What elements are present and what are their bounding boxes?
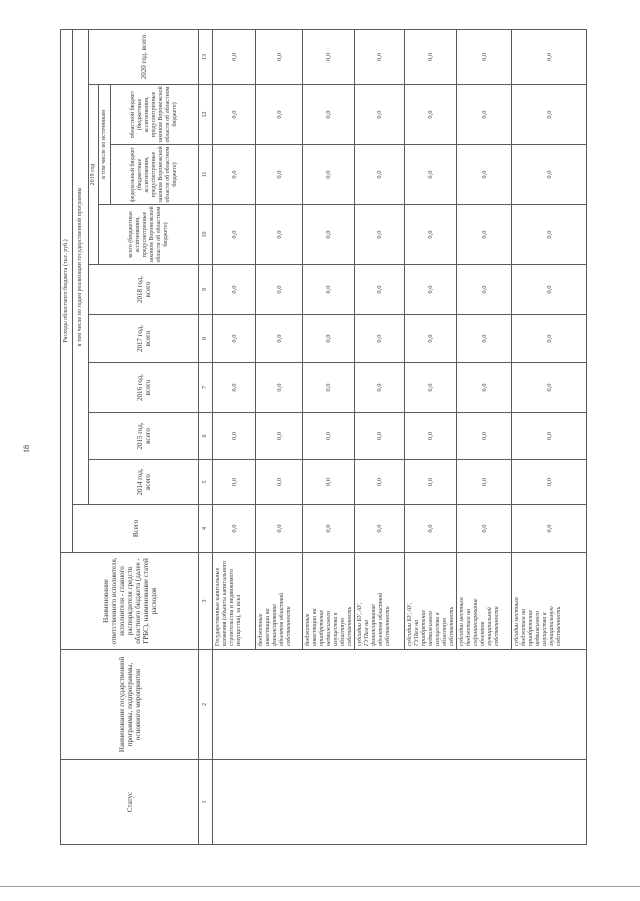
- value-cell: 0,0: [303, 460, 355, 505]
- value-cell: 0,0: [457, 315, 512, 363]
- value-cell: 0,0: [213, 29, 256, 84]
- value-cell: 0,0: [213, 145, 256, 205]
- value-cell: 0,0: [213, 265, 256, 315]
- value-cell: 0,0: [457, 505, 512, 553]
- header-year-2020: 2020 год, всего: [89, 29, 199, 84]
- program-cell: [213, 650, 587, 760]
- value-cell: 0,0: [355, 315, 405, 363]
- value-cell: 0,0: [457, 413, 512, 460]
- header-by-sources: в том числе по источникам: [99, 85, 111, 205]
- value-cell: 0,0: [405, 145, 457, 205]
- scan-edge-line: [0, 886, 640, 887]
- column-number: 4: [199, 505, 213, 553]
- header-by-years: в том числе по годам реализации государственной программы: [73, 29, 89, 504]
- header-year-2019-total: всего (бюджетные ассигнования, предусмотренные законом Воронежской области об областном бюджете): [99, 205, 199, 265]
- value-cell: 0,0: [405, 85, 457, 145]
- value-cell: 0,0: [355, 85, 405, 145]
- value-cell: 0,0: [457, 460, 512, 505]
- expense-item-name: субсидии местным бюджетам на приобретение недвижимого имущества в муниципальную собственность: [512, 553, 587, 650]
- value-cell: 0,0: [512, 145, 587, 205]
- expense-item-name: субсидии местным бюджетам на софинансирование объектов муниципальной собственности: [457, 553, 512, 650]
- value-cell: 0,0: [256, 29, 303, 84]
- expense-item-name: Государственные капитальные вложения (объекты капитального строительства и недвижимого имущества), за искл: [213, 553, 256, 650]
- value-cell: 0,0: [512, 315, 587, 363]
- value-cell: 0,0: [355, 505, 405, 553]
- value-cell: 0,0: [512, 460, 587, 505]
- value-cell: 0,0: [512, 363, 587, 413]
- value-cell: 0,0: [405, 205, 457, 265]
- header-year-2018: 2018 год, всего: [89, 265, 199, 315]
- column-number: 10: [199, 205, 213, 265]
- value-cell: 0,0: [256, 145, 303, 205]
- value-cell: 0,0: [405, 315, 457, 363]
- header-year-2017: 2017 год, всего: [89, 315, 199, 363]
- expense-item-name: бюджетные инвестиции на финансирование объектов областной собственности: [256, 553, 303, 650]
- value-cell: 0,0: [213, 315, 256, 363]
- header-program: Наименование государственной программы, подпрограммы, основного мероприятия: [61, 650, 199, 760]
- value-cell: 0,0: [457, 265, 512, 315]
- value-cell: 0,0: [256, 85, 303, 145]
- value-cell: 0,0: [457, 205, 512, 265]
- value-cell: 0,0: [355, 145, 405, 205]
- value-cell: 0,0: [256, 265, 303, 315]
- value-cell: 0,0: [405, 29, 457, 84]
- column-number: 7: [199, 363, 213, 413]
- value-cell: 0,0: [303, 85, 355, 145]
- column-number: 2: [199, 650, 213, 760]
- value-cell: 0,0: [405, 363, 457, 413]
- value-cell: 0,0: [355, 205, 405, 265]
- page-number: 18: [22, 445, 31, 453]
- value-cell: 0,0: [355, 413, 405, 460]
- column-number: 5: [199, 460, 213, 505]
- value-cell: 0,0: [405, 265, 457, 315]
- value-cell: 0,0: [512, 205, 587, 265]
- header-status: Статус: [61, 760, 199, 845]
- value-cell: 0,0: [405, 505, 457, 553]
- expense-item-name: субсидии БУ, АУ, ГУПам на приобретение недвижимого имущества в областную собственность: [405, 553, 457, 650]
- column-number: 12: [199, 85, 213, 145]
- value-cell: 0,0: [512, 265, 587, 315]
- value-cell: 0,0: [405, 460, 457, 505]
- value-cell: 0,0: [355, 460, 405, 505]
- value-cell: 0,0: [256, 315, 303, 363]
- value-cell: 0,0: [355, 265, 405, 315]
- column-number: 1: [199, 760, 213, 845]
- value-cell: 0,0: [303, 265, 355, 315]
- value-cell: 0,0: [303, 315, 355, 363]
- header-row: [61, 29, 73, 844]
- value-cell: 0,0: [457, 363, 512, 413]
- header-expenses: Расходы областного бюджета (тыс. руб.): [61, 29, 73, 552]
- column-number: 9: [199, 265, 213, 315]
- expense-item-name: бюджетные инвестиции на приобретение недвижимого имущества в областную собственность: [303, 553, 355, 650]
- value-cell: 0,0: [405, 413, 457, 460]
- value-cell: 0,0: [303, 205, 355, 265]
- value-cell: 0,0: [355, 29, 405, 84]
- header-year-2014: 2014 год, всего: [89, 460, 199, 505]
- value-cell: 0,0: [256, 460, 303, 505]
- header-federal: федеральный бюджет (бюджетные ассигнования, предусмотренные законом Воронежской области об областном бюджете): [111, 145, 199, 205]
- table-row: [213, 29, 256, 844]
- column-number: 6: [199, 413, 213, 460]
- header-year-2015: 2015 год, всего: [89, 413, 199, 460]
- value-cell: 0,0: [303, 29, 355, 84]
- value-cell: 0,0: [303, 413, 355, 460]
- header-year-2019: 2019 год: [89, 85, 99, 265]
- value-cell: 0,0: [512, 29, 587, 84]
- value-cell: 0,0: [213, 505, 256, 553]
- header-total: Всего: [73, 505, 199, 553]
- value-cell: 0,0: [303, 363, 355, 413]
- value-cell: 0,0: [256, 505, 303, 553]
- column-number: 8: [199, 315, 213, 363]
- value-cell: 0,0: [303, 145, 355, 205]
- status-cell: [213, 760, 587, 845]
- column-number-row: [199, 29, 213, 844]
- value-cell: 0,0: [213, 85, 256, 145]
- value-cell: 0,0: [213, 460, 256, 505]
- budget-table: [60, 29, 587, 845]
- value-cell: 0,0: [256, 363, 303, 413]
- header-executor: Наименование ответственного исполнителя, исполнителя - главного распорядителя средств областного бюджета (далее - ГРБС), наименование статей расходов: [61, 553, 199, 650]
- header-regional: областной бюджет (бюджетные ассигнования, предусмотренные законом Воронежской области об областном бюджете): [111, 85, 199, 145]
- value-cell: 0,0: [256, 205, 303, 265]
- column-number: 13: [199, 29, 213, 84]
- value-cell: 0,0: [457, 29, 512, 84]
- value-cell: 0,0: [355, 363, 405, 413]
- value-cell: 0,0: [256, 413, 303, 460]
- column-number: 3: [199, 553, 213, 650]
- value-cell: 0,0: [213, 363, 256, 413]
- value-cell: 0,0: [457, 145, 512, 205]
- expense-item-name: субсидии БУ, АУ, ГУПам на финансирование объектов областной собственности: [355, 553, 405, 650]
- value-cell: 0,0: [512, 413, 587, 460]
- value-cell: 0,0: [457, 85, 512, 145]
- header-year-2016: 2016 год, всего: [89, 363, 199, 413]
- value-cell: 0,0: [512, 85, 587, 145]
- value-cell: 0,0: [213, 205, 256, 265]
- value-cell: 0,0: [303, 505, 355, 553]
- column-number: 11: [199, 145, 213, 205]
- value-cell: 0,0: [213, 413, 256, 460]
- value-cell: 0,0: [512, 505, 587, 553]
